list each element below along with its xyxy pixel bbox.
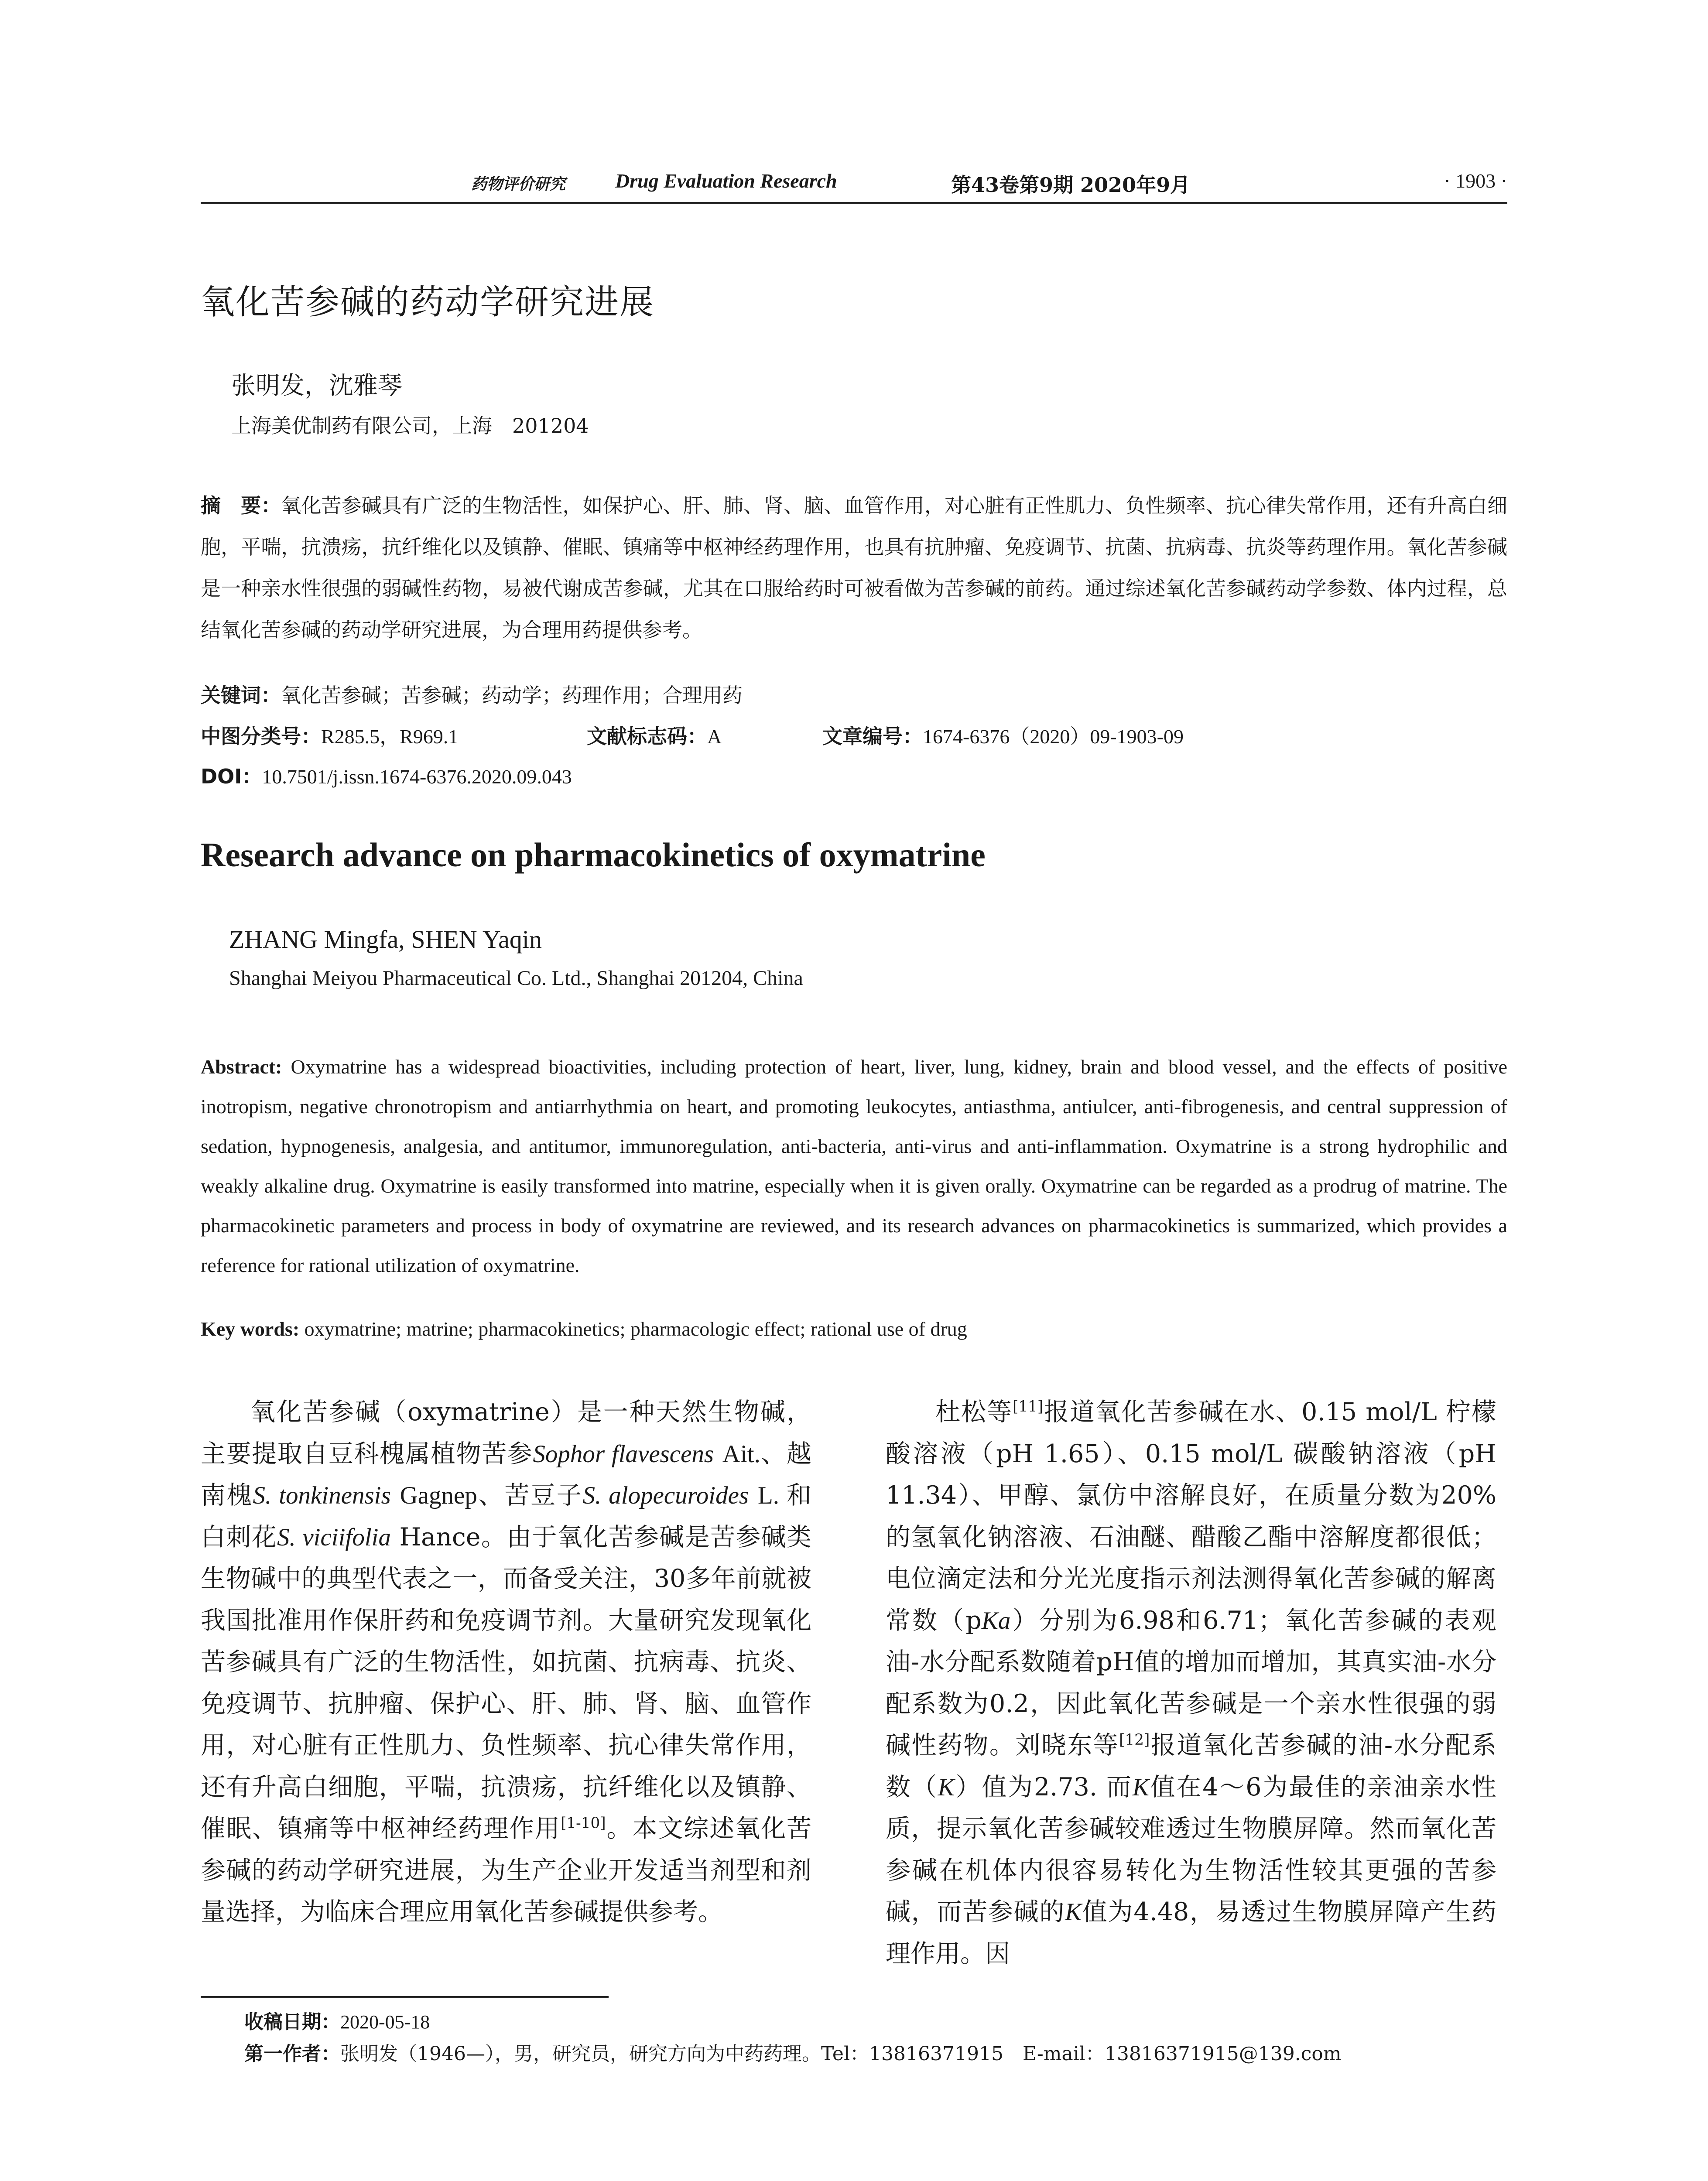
authors-cn: 张明发，沈雅琴 [231, 372, 402, 400]
abstract-en [201, 1047, 1507, 1285]
body-column-right [886, 1391, 1496, 1975]
species-name: S. viciifolia [277, 1523, 391, 1551]
k-symbol: K [938, 1773, 955, 1801]
body-text: 报道氧化苦参碱在水、0.15 mol/L 柠檬酸溶液（pH 1.65）、0.15 mol/L 碳酸钠溶液（pH 11.34）、甲醇、氯仿中溶解良好，在质量分数为20%的氢氧化钠溶液、石油醚、醋酸乙酯中溶解度都很低；电位滴定法和分光光度指示剂法测得氧化苦参碱的解离常数（p [886, 1398, 1496, 1635]
article-label: 文章编号： [822, 725, 923, 748]
k-symbol: K [1132, 1773, 1149, 1801]
citation[interactable]: [1-10] [561, 1815, 606, 1832]
doi-value: 10.7501/j.issn.1674-6376.2020.09.043 [262, 766, 572, 788]
running-header [201, 169, 1507, 200]
first-author-label: 第一作者： [244, 2043, 340, 2065]
footnote-author [244, 2038, 1342, 2070]
footnote-received [244, 2007, 430, 2038]
affiliation-cn: 上海美优制药有限公司，上海 201204 [231, 414, 589, 438]
doi-label: DOI： [201, 765, 262, 788]
journal-logo-text: 药物评价研究 [471, 175, 566, 193]
document-code [587, 721, 722, 749]
received-date: 2020-05-18 [340, 2011, 430, 2033]
doc-label: 文献标志码： [587, 725, 707, 748]
keywords-en [201, 1317, 967, 1340]
article-number [822, 721, 1184, 749]
received-label: 收稿日期： [244, 2011, 340, 2033]
keywords-en-label: Key words: [201, 1318, 300, 1340]
journal-name: Drug Evaluation Research [615, 170, 837, 192]
clc-label: 中图分类号： [201, 725, 321, 748]
body-text: 。本文综述氧化苦参碱的药动学研究进展，为生产企业开发适当剂型和剂量选择，为临床合理应用氧化苦参碱提供参考。 [201, 1814, 812, 1926]
citation[interactable]: [11] [1013, 1398, 1044, 1415]
citation[interactable]: [12] [1119, 1731, 1150, 1749]
body-text: 报道氧化苦参碱的油-水分配系数（ [886, 1731, 1497, 1802]
first-author-info: 张明发（1946—），男，研究员，研究方向为中药药理。Tel：13816371915 E-mail：13816371915@139.com [340, 2043, 1342, 2065]
body-paragraph [201, 1391, 811, 1933]
doc-value: A [707, 725, 722, 748]
species-name: S. tonkinensis [253, 1482, 391, 1509]
body-text: Hance。由于氧化苦参碱是苦参碱类生物碱中的典型代表之一，而备受关注，30多年前就被我国批准用作保肝药和免疫调节剂。大量研究发现氧化苦参碱具有广泛的生物活性，如抗菌、抗病毒、抗炎、免疫调节、抗肿瘤、保护心、肝、肺、肾、脑、血管作用，对心脏有正性肌力、负性频率、抗心律失常作用，还有升高白细胞，平喘，抗溃疡，抗纤维化以及镇静、催眠、镇痛等中枢神经药理作用 [201, 1522, 811, 1843]
species-name: Sophor flavescens [533, 1440, 714, 1468]
body-paragraph [886, 1391, 1496, 1975]
pka-symbol: Ka [981, 1607, 1011, 1634]
k-symbol: K [1065, 1898, 1082, 1926]
body-text: 值为4.48，易透过生物膜屏障产生药理作用。因 [886, 1897, 1496, 1968]
title-en: Research advance on pharmacokinetics of oxymatrine [201, 836, 986, 874]
abstract-cn-text: 氧化苦参碱具有广泛的生物活性，如保护心、肝、肺、肾、脑、血管作用，对心脏有正性肌力、负性频率、抗心律失常作用，还有升高白细胞，平喘，抗溃疡，抗纤维化以及镇静、催眠、镇痛等中枢神经药理作用，也具有抗肿瘤、免疫调节、抗菌、抗病毒、抗炎等药理作用。氧化苦参碱是一种亲水性很强的弱碱性药物，易被代谢成苦参碱，尤其在口服给药时可被看做为苦参碱的前药。通过综述氧化苦参碱药动学参数、体内过程，总结氧化苦参碱的药动学研究进展，为合理用药提供参考。 [201, 494, 1507, 642]
body-text: 值在4～6为最佳的亲油亲水性质，提示氧化苦参碱较难透过生物膜屏障。然而氧化苦参碱在机体内很容易转化为生物活性较其更强的苦参碱，而苦参碱的 [886, 1772, 1497, 1926]
page-number: · 1903 · [1444, 170, 1507, 192]
keywords-cn [201, 680, 743, 708]
abstract-cn [201, 485, 1507, 651]
classification-line [201, 721, 1507, 747]
body-text: L. 和白刺花 [201, 1482, 811, 1551]
abstract-en-text: Oxymatrine has a widespread bioactivities, including protection of heart, liver, lung, kidney, brain and blood vessel, and the effects of positive inotropism, negative chronotropism and antiarrhythmia on heart, and promoting leukocytes, antiasthma, antiulcer, anti-fibrogenesis, and central suppression of sedation, hypnogenesis, analgesia, and antitumor, immunoregulation, anti-bacteria, anti-virus and anti-inflammation. Oxymatrine is a strong hydrophilic and weakly alkaline drug. Oxymatrine is easily transformed into matrine, especially when it is given orally. Oxymatrine can be regarded as a prodrug of matrine. The pharmacokinetic parameters and process in body of oxymatrine are reviewed, and its research advances on pharmacokinetics is summarized, which provides a reference for rational utilization of oxymatrine. [201, 1056, 1507, 1276]
body-column-left [201, 1391, 811, 1933]
authors-en: ZHANG Mingfa, SHEN Yaqin [229, 925, 542, 954]
article-value: 1674-6376（2020）09-1903-09 [923, 725, 1184, 748]
abstract-cn-label: 摘 要： [201, 494, 281, 517]
keywords-cn-text: 氧化苦参碱；苦参碱；药动学；药理作用；合理用药 [281, 684, 743, 707]
body-text: ）值为2.73. 而 [954, 1772, 1133, 1802]
keywords-en-text: oxymatrine; matrine; pharmacokinetics; pharmacologic effect; rational use of drug [304, 1318, 967, 1340]
body-text: 氧化苦参碱（oxymatrine）是一种天然生物碱，主要提取自豆科槐属植物苦参 [201, 1398, 811, 1468]
doi [201, 761, 572, 790]
clc-number [201, 721, 458, 749]
species-name: S. alopecuroides [582, 1482, 749, 1509]
body-text: 杜松等 [935, 1398, 1013, 1426]
issue-info: 第43卷第9期 2020年9月 [951, 173, 1191, 197]
abstract-en-label: Abstract: [201, 1056, 282, 1078]
body-text: Ait.、越南槐 [201, 1440, 811, 1509]
title-cn: 氧化苦参碱的药动学研究进展 [201, 283, 655, 322]
footnote-rule [201, 1996, 609, 1998]
body-text: ）分别为6.98和6.71；氧化苦参碱的表观油-水分配系数随着pH值的增加而增加，其真实油-水分配系数为0.2，因此氧化苦参碱是一个亲水性很强的弱碱性药物。刘晓东等 [886, 1606, 1497, 1760]
affiliation-en: Shanghai Meiyou Pharmaceutical Co. Ltd., Shanghai 201204, China [229, 967, 803, 990]
header-rule [201, 202, 1507, 204]
keywords-cn-label: 关键词： [201, 684, 281, 707]
clc-value: R285.5，R969.1 [321, 725, 459, 748]
body-text: Gagnep、苦豆子 [400, 1482, 583, 1509]
